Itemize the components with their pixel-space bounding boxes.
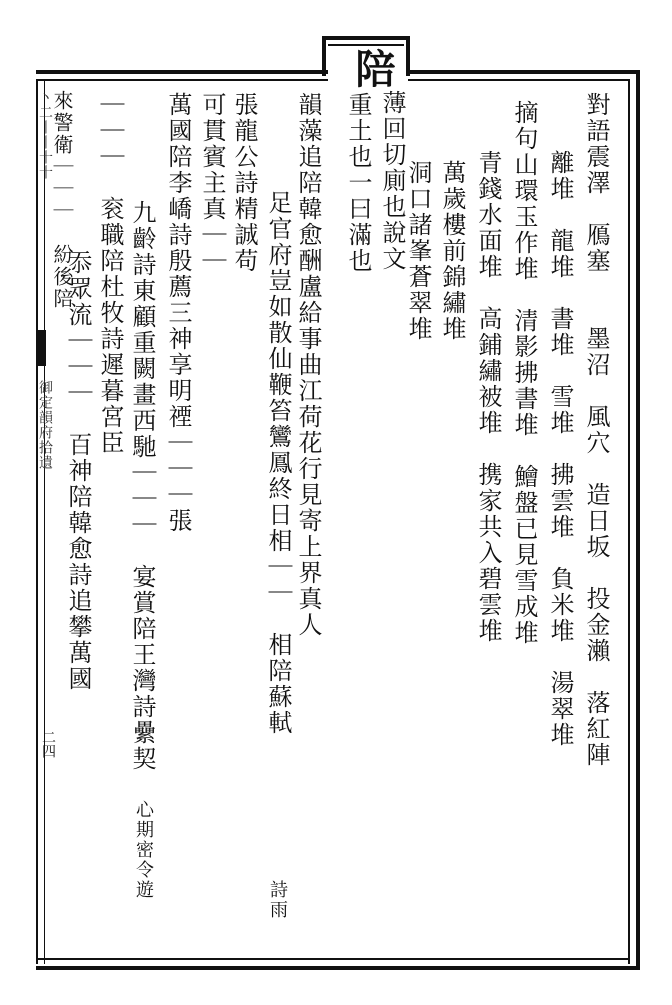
text-column-8-note: 詩雨 (267, 880, 288, 920)
tab-top-inner-line (328, 44, 404, 46)
gutter-marks: 丶⼆⼁⼁⼗⼗ (37, 90, 53, 180)
text-column-13: ｜｜｜ 衮職陪杜牧詩遲暮宮臣 (96, 92, 124, 456)
text-column-14: 忝眾流｜｜｜ 百神陪韓愈詩追攀萬國 (64, 250, 92, 692)
text-column-12: 九齡詩東顧重闕畫西馳｜｜｜ 宴賞陪王灣詩纍契 (128, 200, 156, 772)
text-column-11: 萬國陪李嶠詩殷薦三神享明禋｜｜｜張 (164, 92, 192, 534)
text-column-4: 青錢水面堆 高鋪繡被堆 携家共入碧雲堆 (474, 150, 502, 644)
tab-left-line (322, 36, 326, 76)
frame-bottom-inner-line (36, 958, 630, 960)
rhyme-gloss: 薄回切廁也說文 (378, 90, 406, 272)
running-title: 御定韻府拾遺 (37, 380, 53, 470)
tab-right-line (406, 36, 410, 76)
text-column-5: 萬歲樓前錦繡堆 (438, 160, 466, 342)
text-column-9: 張龍公詩精誠苟 (230, 92, 258, 274)
text-column-12-note: 心期密令遊 (133, 800, 154, 900)
text-column-6: 洞口諸峯蒼翠堆 (404, 160, 432, 342)
frame-top-inner-line-right (408, 79, 630, 81)
text-column-1: 對語震澤 鴈塞 墨沼 風穴 造日坂 投金瀨 落紅陣 (582, 92, 610, 768)
text-column-15: 來警衛｜｜｜ 紛後陪 (50, 90, 74, 310)
rhyme-gloss-2: 重土也一曰滿也 (344, 92, 372, 274)
rhyme-head: 陪 (349, 48, 396, 90)
text-column-7: 韻藻追陪韓愈酬盧給事曲江荷花行見寄上界真人 (294, 92, 322, 638)
text-column-3: 摘句山環玉作堆 清影拂書堆 鱠盤已見雪成堆 (510, 100, 538, 646)
frame-top-inner-line (36, 79, 328, 81)
gutter-line (36, 79, 38, 964)
fishtail-mark (36, 330, 46, 366)
frame-top-line-right (408, 70, 638, 74)
page-number: 二四 (40, 730, 56, 758)
frame-top-line (36, 70, 328, 74)
gutter-line-inner (44, 79, 45, 964)
text-column-10: 可貫賓主真｜｜ (198, 92, 226, 274)
frame-bottom-line (36, 966, 640, 970)
text-column-8: 足官府豈如散仙鞭笞鸞鳳終日相｜｜ 相陪蘇軾 (264, 190, 292, 736)
text-column-2: 離堆 龍堆 書堆 雪堆 拂雲堆 負米堆 湯翠堆 (546, 150, 574, 748)
frame-right-line (636, 70, 640, 970)
frame-right-inner-line (628, 79, 630, 964)
tab-top-line (322, 36, 410, 40)
